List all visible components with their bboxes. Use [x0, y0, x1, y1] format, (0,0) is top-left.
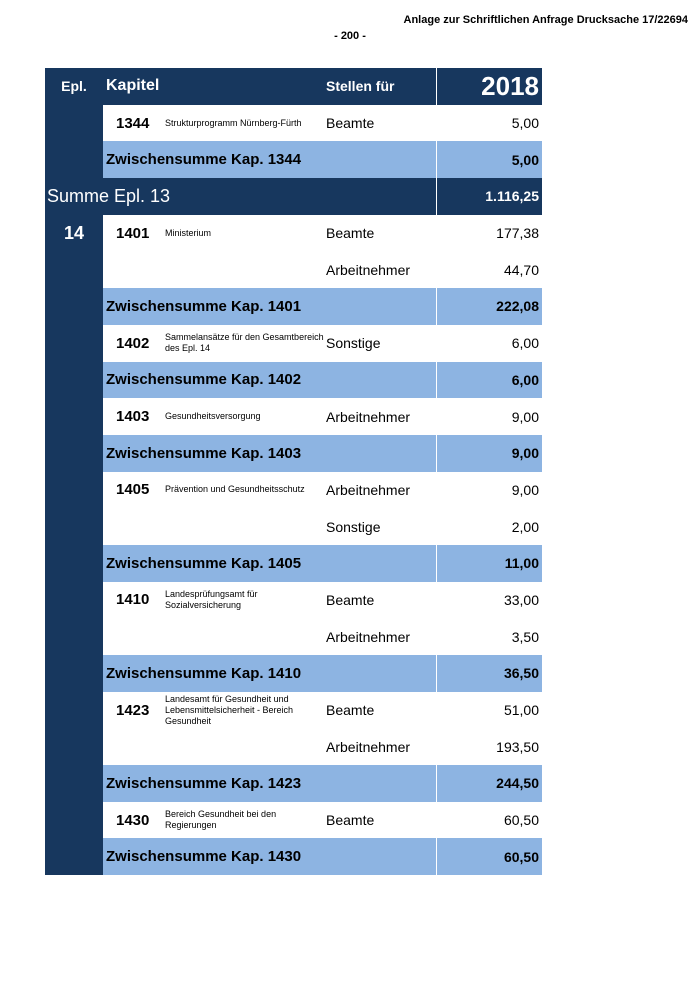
staff-table	[45, 68, 542, 875]
epl-band	[45, 141, 103, 178]
epl-number	[45, 728, 103, 765]
subtotal-label: Zwischensumme Kap. 1423	[106, 774, 302, 792]
epl-number	[45, 105, 103, 142]
stellen-type: Sonstige	[326, 335, 381, 352]
stellen-type: Arbeitnehmer	[326, 738, 411, 755]
stellen-value: 33,00	[503, 591, 539, 608]
stellen-type: Arbeitnehmer	[326, 481, 411, 498]
epl-number	[45, 582, 103, 619]
kapitel-number: 1423	[116, 701, 150, 719]
stellen-value: 9,00	[511, 481, 539, 498]
stellen-type: Arbeitnehmer	[326, 408, 411, 425]
subtotal-row	[45, 435, 542, 472]
subtotal-value: 222,08	[436, 288, 542, 325]
stellen-value: 51,00	[503, 702, 539, 719]
table-row	[45, 618, 542, 655]
epl-band	[45, 765, 103, 802]
stellen-value: 3,50	[511, 628, 539, 645]
subtotal-row	[45, 362, 542, 399]
epl-band	[45, 362, 103, 399]
table-row	[45, 105, 542, 142]
subtotal-row	[45, 838, 542, 875]
epl-band	[45, 288, 103, 325]
kapitel-number: 1430	[116, 811, 150, 829]
stellen-value: 44,70	[503, 261, 539, 278]
stellen-value: 2,00	[511, 518, 539, 535]
kapitel-name: Prävention und Gesundheitsschutz	[165, 484, 305, 495]
stellen-type: Beamte	[326, 812, 375, 829]
kapitel-name	[165, 251, 325, 288]
document-header: Anlage zur Schriftlichen Anfrage Drucksache 17/22694	[403, 14, 688, 26]
table-row	[45, 215, 542, 252]
epl-band	[45, 435, 103, 472]
stellen-type: Beamte	[326, 115, 375, 132]
subtotal-value: 60,50	[436, 838, 542, 875]
kapitel-number: 1401	[116, 224, 150, 242]
stellen-value: 177,38	[496, 225, 539, 242]
kapitel-number: 1402	[116, 334, 150, 352]
sum-value: 1.116,25	[436, 178, 542, 215]
subtotal-row	[45, 765, 542, 802]
sum-label: Summe Epl. 13	[47, 185, 171, 206]
epl-number: 14	[45, 215, 103, 252]
subtotal-label: Zwischensumme Kap. 1401	[106, 297, 302, 315]
table-row	[45, 582, 542, 619]
subtotal-row	[45, 545, 542, 582]
table-row	[45, 325, 542, 362]
subtotal-label: Zwischensumme Kap. 1403	[106, 444, 302, 462]
epl-number	[45, 618, 103, 655]
epl-number	[45, 692, 103, 729]
header-epl: Epl.	[61, 78, 87, 95]
kapitel-name: Bereich Gesundheit bei den Regierungen	[165, 809, 277, 831]
kapitel-name	[165, 508, 325, 545]
epl-band	[45, 838, 103, 875]
header-year: 2018	[436, 68, 542, 105]
subtotal-value: 9,00	[436, 435, 542, 472]
stellen-value: 6,00	[511, 335, 539, 352]
table-row	[45, 251, 542, 288]
subtotal-label: Zwischensumme Kap. 1402	[106, 371, 302, 389]
epl-number	[45, 251, 103, 288]
kapitel-name: Landesamt für Gesundheit und Lebensmittelsicherheit - Bereich Gesundheit	[165, 693, 294, 726]
kapitel-number: 1405	[116, 481, 150, 499]
epl-number	[45, 802, 103, 839]
subtotal-row	[45, 655, 542, 692]
kapitel-number: 1403	[116, 408, 150, 426]
kapitel-name	[165, 618, 325, 655]
table-row	[45, 692, 542, 729]
subtotal-value: 5,00	[436, 141, 542, 178]
stellen-type: Arbeitnehmer	[326, 628, 411, 645]
header-stellen: Stellen für	[326, 78, 395, 95]
stellen-type: Beamte	[326, 591, 375, 608]
kapitel-name: Landesprüfungsamt für Sozialversicherung	[165, 588, 258, 610]
subtotal-row	[45, 288, 542, 325]
epl-number	[45, 472, 103, 509]
subtotal-value: 36,50	[436, 655, 542, 692]
table-row	[45, 802, 542, 839]
table-row	[45, 398, 542, 435]
kapitel-name: Sammelansätze für den Gesamtbereich des Epl. 14	[165, 332, 324, 354]
subtotal-row	[45, 141, 542, 178]
epl-band	[45, 655, 103, 692]
stellen-type: Arbeitnehmer	[326, 261, 411, 278]
subtotal-label: Zwischensumme Kap. 1344	[106, 151, 302, 169]
table-row	[45, 728, 542, 765]
epl-number	[45, 325, 103, 362]
epl-number	[45, 508, 103, 545]
kapitel-name: Gesundheitsversorgung	[165, 411, 261, 422]
epl-band	[45, 545, 103, 582]
table-body	[45, 105, 542, 875]
stellen-value: 60,50	[503, 812, 539, 829]
kapitel-name	[165, 728, 325, 765]
subtotal-value: 244,50	[436, 765, 542, 802]
table-row	[45, 508, 542, 545]
kapitel-number: 1344	[116, 114, 150, 132]
stellen-type: Sonstige	[326, 518, 381, 535]
kapitel-number: 1410	[116, 591, 150, 609]
subtotal-label: Zwischensumme Kap. 1430	[106, 848, 302, 866]
sum-row	[45, 178, 542, 215]
table-row	[45, 472, 542, 509]
subtotal-label: Zwischensumme Kap. 1410	[106, 664, 302, 682]
kapitel-name: Ministerium	[165, 227, 212, 238]
stellen-type: Beamte	[326, 225, 375, 242]
subtotal-value: 6,00	[436, 362, 542, 399]
page-number: - 200 -	[334, 30, 366, 42]
subtotal-value: 11,00	[436, 545, 542, 582]
kapitel-name: Strukturprogramm Nürnberg-Fürth	[165, 117, 302, 128]
stellen-value: 9,00	[511, 408, 539, 425]
subtotal-label: Zwischensumme Kap. 1405	[106, 554, 302, 572]
stellen-value: 193,50	[496, 738, 539, 755]
epl-number	[45, 398, 103, 435]
header-kapitel: Kapitel	[106, 77, 160, 95]
stellen-value: 5,00	[511, 115, 539, 132]
table-header-row	[45, 68, 542, 105]
stellen-type: Beamte	[326, 702, 375, 719]
